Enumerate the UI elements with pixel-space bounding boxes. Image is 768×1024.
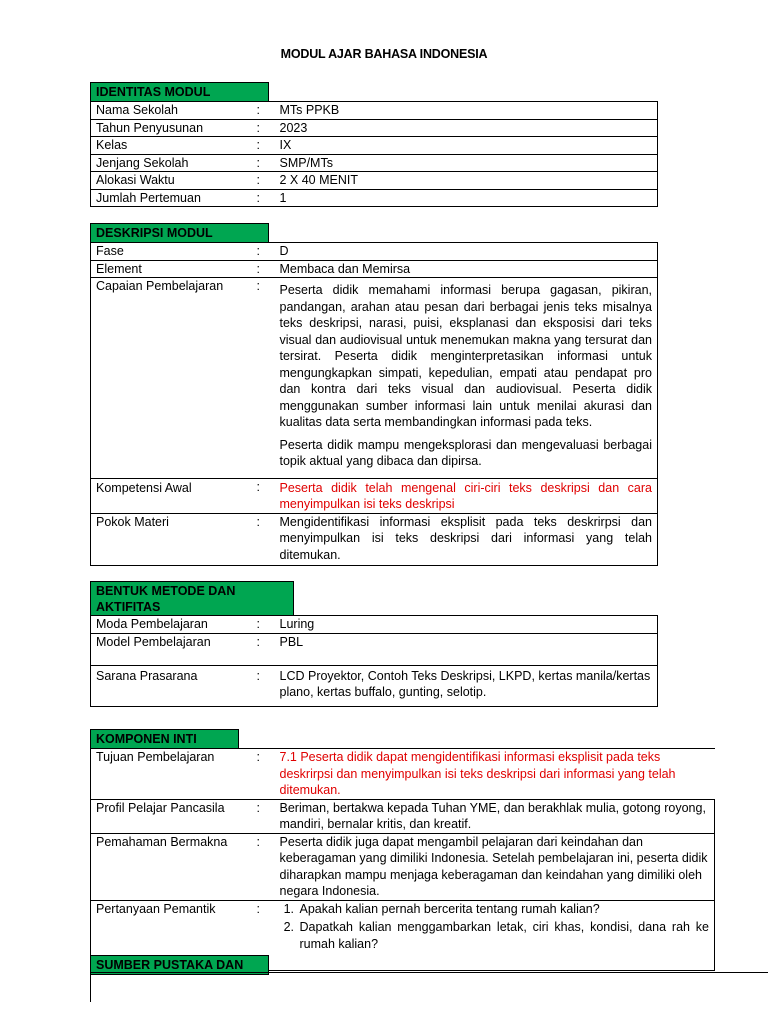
divider — [90, 972, 768, 973]
row-label: Jenjang Sekolah — [91, 154, 257, 172]
section-heading-deskripsi: DESKRIPSI MODUL — [90, 223, 269, 243]
pertanyaan-label: Pertanyaan Pemantik — [91, 900, 257, 970]
row-colon: : — [257, 665, 275, 706]
row-colon: : — [257, 243, 275, 261]
model-label: Model Pembelajaran — [91, 633, 257, 665]
row-colon: : — [257, 154, 275, 172]
row-label: Alokasi Waktu — [91, 172, 257, 190]
kompetensi-label: Kompetensi Awal — [91, 478, 257, 513]
row-label: Jumlah Pertemuan — [91, 189, 257, 207]
table-row — [91, 189, 658, 207]
table-row — [91, 665, 658, 706]
sarana-value: LCD Proyektor, Contoh Teks Deskripsi, LKPD, kertas manila/kertas plano, kertas buffalo, gunting, selotip. — [275, 665, 658, 706]
row-colon: : — [257, 102, 275, 120]
capaian-paragraph-1: Peserta didik memahami informasi berupa gagasan, pikiran, pandangan, arahan atau pesan dari berbagai jenis teks misalnya teks deskripsi, narasi, puisi, eksplanasi dan eksposisi dari teks visual dan audiovisual untuk menemukan makna yang tersurat dan tersirat. Peserta didik menginterpretasikan informasi untuk mengungkapkan simpati, kepedulian, empati atau pendapat pro dan kontra dari teks visual dan audiovisual. Peserta didik menggunakan sumber informasi lain untuk menilai akurasi dan kualitas data serta membandingkan informasi pada teks. — [279, 283, 652, 429]
table-row — [91, 833, 715, 900]
section-heading-sumber: SUMBER PUSTAKA DAN — [90, 955, 269, 975]
section-bentuk — [90, 581, 658, 707]
identitas-table — [90, 101, 658, 207]
row-colon: : — [257, 137, 275, 155]
sarana-label: Sarana Prasarana — [91, 665, 257, 706]
row-colon: : — [257, 513, 275, 566]
table-row — [91, 119, 658, 137]
table-row — [91, 799, 715, 833]
table-row — [91, 478, 658, 513]
element-value: Membaca dan Memirsa — [275, 260, 658, 278]
row-value: IX — [275, 137, 658, 155]
row-colon: : — [257, 616, 275, 634]
row-colon: : — [257, 119, 275, 137]
document-title: MODUL AJAR BAHASA INDONESIA — [280, 47, 488, 61]
fase-label: Fase — [91, 243, 257, 261]
row-colon: : — [257, 189, 275, 207]
kompetensi-value: Peserta didik telah mengenal ciri-ciri teks deskripsi dan cara menyimpulkan isi teks deskripsi — [275, 478, 658, 513]
komponen-table — [90, 748, 715, 971]
capaian-paragraph-2: Peserta didik mampu mengeksplorasi dan mengevaluasi berbagai topik aktual yang dibaca dan dipirsa. — [279, 437, 652, 468]
table-row — [91, 102, 658, 120]
section-heading-identitas: IDENTITAS MODUL — [90, 82, 269, 102]
pemahaman-label: Pemahaman Bermakna — [91, 833, 257, 900]
row-colon: : — [257, 749, 275, 800]
table-row — [91, 616, 658, 634]
section-identitas — [90, 82, 658, 207]
row-colon: : — [257, 900, 275, 970]
bentuk-table — [90, 615, 658, 707]
profil-value: Beriman, bertakwa kepada Tuhan YME, dan berakhlak mulia, gotong royong, mandiri, bernalar kritis, dan kreatif. — [275, 799, 715, 833]
row-label: Nama Sekolah — [91, 102, 257, 120]
list-item: 2. Dapatkah kalian menggambarkan letak, ciri khas, kondisi, dana rah ke rumah kalian? — [298, 919, 710, 952]
section-deskripsi — [90, 223, 658, 566]
moda-value: Luring — [275, 616, 658, 634]
row-label: Kelas — [91, 137, 257, 155]
table-row — [91, 137, 658, 155]
pertanyaan-value — [275, 900, 715, 970]
row-colon: : — [257, 633, 275, 665]
pemahaman-value: Peserta didik juga dapat mengambil pelajaran dari keindahan dan keberagaman yang dimiliki Indonesia. Setelah pembelajaran ini, peserta didik diharapkan mampu menjaga keberagaman dan keindahan yang dimiliki oleh negara Indonesia. — [275, 833, 715, 900]
list-item: 1. Apakah kalian pernah bercerita tentang rumah kalian? — [298, 901, 710, 918]
deskripsi-table — [90, 242, 658, 566]
profil-label: Profil Pelajar Pancasila — [91, 799, 257, 833]
capaian-label: Capaian Pembelajaran — [91, 278, 257, 479]
capaian-value — [275, 278, 658, 479]
pokok-label: Pokok Materi — [91, 513, 257, 566]
table-row — [91, 278, 658, 479]
pokok-value: Mengidentifikasi informasi eksplisit pada teks deskrirpsi dan menyimpulkan isi teks deskripsi dari informasi yang telah ditemukan. — [275, 513, 658, 566]
row-value: SMP/MTs — [275, 154, 658, 172]
divider — [90, 972, 91, 1002]
row-label: Tahun Penyusunan — [91, 119, 257, 137]
row-colon: : — [257, 260, 275, 278]
row-colon: : — [257, 278, 275, 479]
table-row — [91, 633, 658, 665]
moda-label: Moda Pembelajaran — [91, 616, 257, 634]
table-row — [91, 172, 658, 190]
pertanyaan-list — [280, 901, 710, 953]
table-row — [91, 749, 715, 800]
row-colon: : — [257, 172, 275, 190]
tujuan-label: Tujuan Pembelajaran — [91, 749, 257, 800]
row-value: 2 X 40 MENIT — [275, 172, 658, 190]
table-row — [91, 243, 658, 261]
row-value: 1 — [275, 189, 658, 207]
section-komponen — [90, 729, 715, 971]
fase-value: D — [275, 243, 658, 261]
tujuan-value: 7.1 Peserta didik dapat mengidentifikasi informasi eksplisit pada teks deskrirpsi dan menyimpulkan isi teks deskripsi dari informasi yang telah ditemukan. — [275, 749, 715, 800]
table-row — [91, 260, 658, 278]
row-value: MTs PPKB — [275, 102, 658, 120]
table-row — [91, 154, 658, 172]
row-colon: : — [257, 799, 275, 833]
section-heading-bentuk: BENTUK METODE DAN AKTIFITAS — [90, 581, 294, 616]
element-label: Element — [91, 260, 257, 278]
section-heading-komponen: KOMPONEN INTI — [90, 729, 239, 749]
row-colon: : — [257, 833, 275, 900]
model-value: PBL — [275, 633, 658, 665]
row-value: 2023 — [275, 119, 658, 137]
table-row — [91, 513, 658, 566]
row-colon: : — [257, 478, 275, 513]
